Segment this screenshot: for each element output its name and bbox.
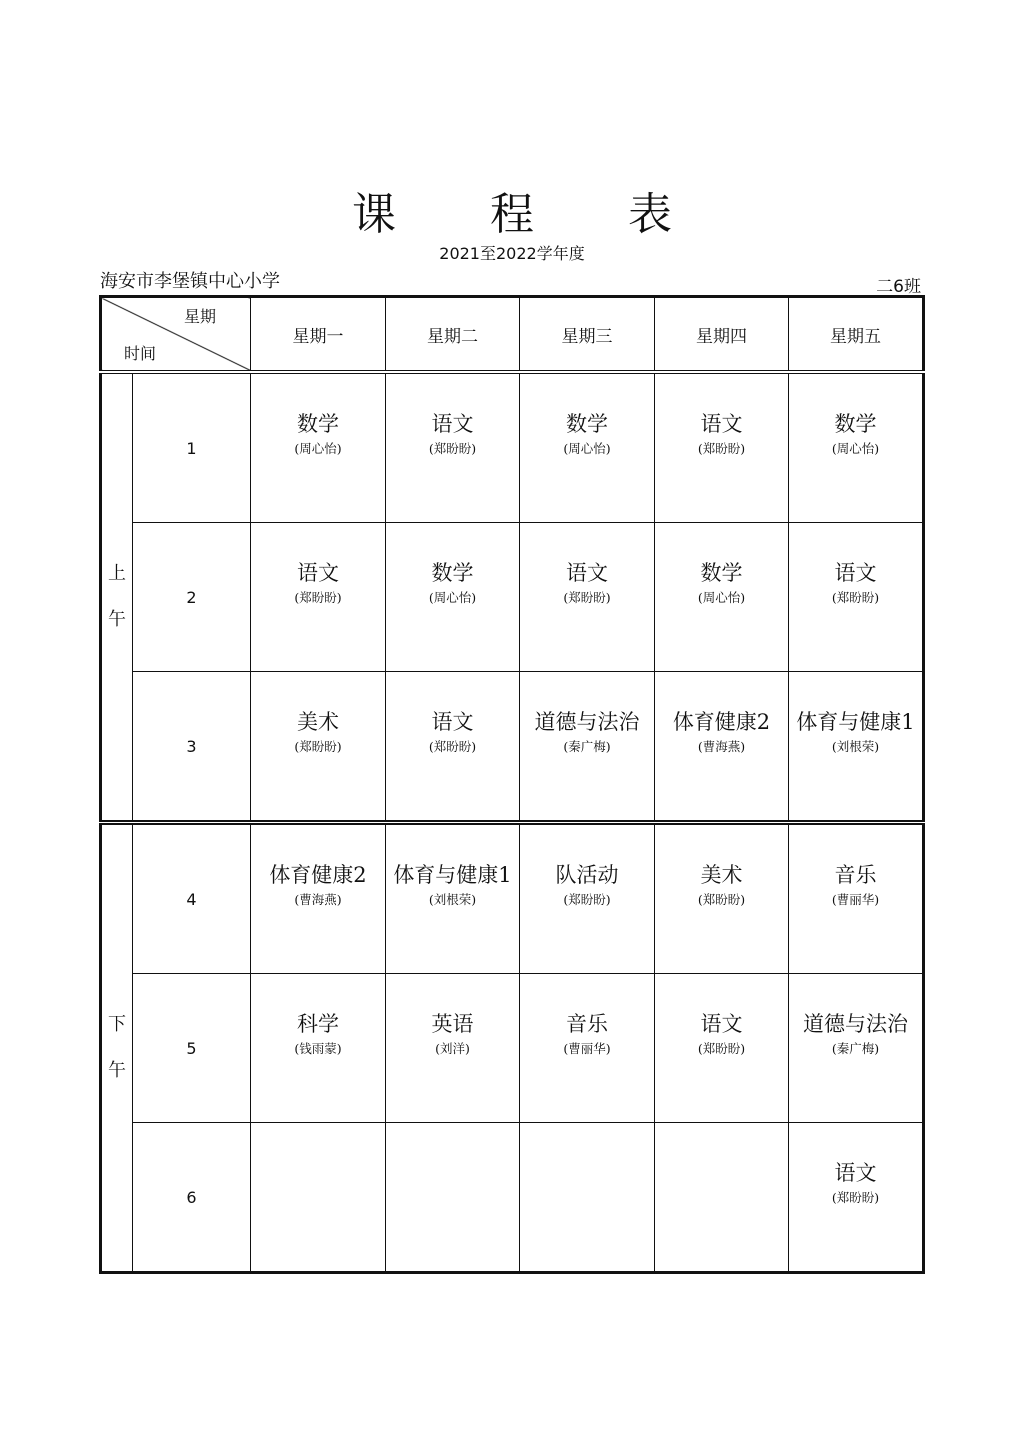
subject-name: 道德与法治: [803, 1011, 908, 1036]
teacher-name: (刘根荣): [428, 891, 477, 907]
teacher-name: (郑盼盼): [563, 891, 611, 907]
subject-name: 数学: [834, 411, 877, 436]
teacher-name: (郑盼盼): [697, 891, 746, 907]
schedule-table: [99, 295, 925, 1274]
class-cell: [789, 672, 924, 823]
subject-name: 语文: [297, 560, 339, 585]
teacher-name: (曹丽华): [831, 891, 880, 907]
period-number: 2: [133, 523, 251, 672]
class-cell: [789, 974, 924, 1123]
class-cell: [655, 974, 789, 1123]
teacher-name: (曹丽华): [563, 1040, 611, 1056]
class-cell: [655, 1123, 789, 1273]
day-header: 星期三: [520, 297, 655, 373]
teacher-name: (秦广梅): [831, 1040, 880, 1056]
teacher-name: (刘洋): [435, 1040, 470, 1056]
subject-name: 数学: [431, 560, 474, 585]
teacher-name: (郑盼盼): [294, 738, 342, 754]
teacher-name: (郑盼盼): [563, 589, 611, 605]
class-cell: [520, 523, 655, 672]
table-row: [101, 523, 924, 672]
session-char: 午: [108, 1060, 126, 1081]
class-cell: [386, 1123, 520, 1273]
teacher-name: (郑盼盼): [831, 1189, 880, 1205]
school-name: 海安市李堡镇中心小学: [100, 271, 280, 292]
subject-name: 数学: [566, 411, 608, 436]
subject-name: 美术: [297, 709, 339, 734]
subject-name: 语文: [566, 560, 608, 585]
subject-name: 数学: [700, 560, 743, 585]
class-cell: [251, 974, 386, 1123]
title-char: 课: [352, 189, 396, 240]
teacher-name: (周心怡): [697, 589, 746, 605]
subject-name: 体育与健康1: [796, 709, 915, 734]
teacher-name: (周心怡): [294, 440, 342, 456]
class-cell: [386, 372, 520, 523]
period-number: 4: [133, 823, 251, 974]
teacher-name: (郑盼盼): [294, 589, 342, 605]
class-cell: [789, 823, 924, 974]
class-cell: [789, 1123, 924, 1273]
class-cell: [655, 523, 789, 672]
subject-name: 语文: [700, 1011, 743, 1036]
title-char: 程: [490, 189, 534, 240]
table-row: [101, 1123, 924, 1273]
teacher-name: (曹海燕): [294, 891, 342, 907]
teacher-name: (周心怡): [563, 440, 611, 456]
class-cell: [386, 974, 520, 1123]
page-title: [0, 178, 1024, 242]
period-number: 5: [133, 974, 251, 1123]
class-cell: [386, 523, 520, 672]
class-cell: [520, 672, 655, 823]
subject-name: 语文: [834, 560, 877, 585]
teacher-name: (郑盼盼): [831, 589, 880, 605]
header-row: [101, 297, 924, 373]
session-label: [101, 823, 133, 1273]
subject-name: 英语: [431, 1011, 474, 1036]
subject-name: 体育健康2: [269, 862, 367, 887]
subject-name: 队活动: [555, 862, 619, 887]
class-cell: [251, 523, 386, 672]
class-cell: [251, 372, 386, 523]
session-char: 上: [108, 563, 126, 584]
teacher-name: (郑盼盼): [697, 440, 746, 456]
subject-name: 音乐: [566, 1011, 608, 1036]
class-cell: [386, 823, 520, 974]
subject-name: 语文: [834, 1160, 877, 1185]
title-char: 表: [628, 189, 672, 240]
school-year: 2021至2022学年度: [439, 244, 585, 263]
class-cell: [520, 1123, 655, 1273]
class-cell: [655, 672, 789, 823]
subject-name: 道德与法治: [534, 709, 640, 734]
period-number: 3: [133, 672, 251, 823]
class-cell: [251, 823, 386, 974]
class-cell: [520, 823, 655, 974]
day-header: 星期二: [386, 297, 520, 373]
subject-name: 语文: [700, 411, 743, 436]
subject-name: 体育健康2: [672, 709, 771, 734]
table-row: [101, 372, 924, 523]
day-header: 星期一: [251, 297, 386, 373]
corner-weekday-label: 星期: [183, 307, 216, 326]
class-cell: [251, 672, 386, 823]
subject-name: 科学: [297, 1011, 339, 1036]
subject-name: 美术: [700, 862, 743, 887]
class-name: 二6班: [876, 277, 921, 297]
class-cell: [520, 974, 655, 1123]
teacher-name: (郑盼盼): [697, 1040, 746, 1056]
subject-name: 数学: [297, 411, 339, 436]
corner-header-cell: [101, 297, 251, 373]
class-cell: [386, 672, 520, 823]
table-row: [101, 974, 924, 1123]
subject-name: 语文: [431, 709, 474, 734]
teacher-name: (周心怡): [428, 589, 477, 605]
session-char: 下: [108, 1014, 126, 1035]
class-cell: [655, 823, 789, 974]
teacher-name: (曹海燕): [697, 738, 746, 754]
session-char: 午: [108, 609, 126, 630]
subject-name: 音乐: [834, 862, 877, 887]
day-header: 星期五: [789, 297, 924, 373]
class-cell: [789, 523, 924, 672]
teacher-name: (郑盼盼): [428, 440, 477, 456]
period-number: 6: [133, 1123, 251, 1273]
table-row: [101, 672, 924, 823]
table-row: [101, 823, 924, 974]
subject-name: 语文: [431, 411, 474, 436]
class-cell: [520, 372, 655, 523]
teacher-name: (郑盼盼): [428, 738, 477, 754]
corner-time-label: 时间: [124, 344, 157, 363]
subject-name: 体育与健康1: [393, 862, 512, 887]
teacher-name: (刘根荣): [831, 738, 880, 754]
class-cell: [789, 372, 924, 523]
period-number: 1: [133, 372, 251, 523]
teacher-name: (周心怡): [831, 440, 880, 456]
class-cell: [655, 372, 789, 523]
teacher-name: (钱雨蒙): [294, 1040, 342, 1056]
session-label: [101, 372, 133, 823]
class-cell: [251, 1123, 386, 1273]
day-header: 星期四: [655, 297, 789, 373]
teacher-name: (秦广梅): [563, 738, 611, 754]
